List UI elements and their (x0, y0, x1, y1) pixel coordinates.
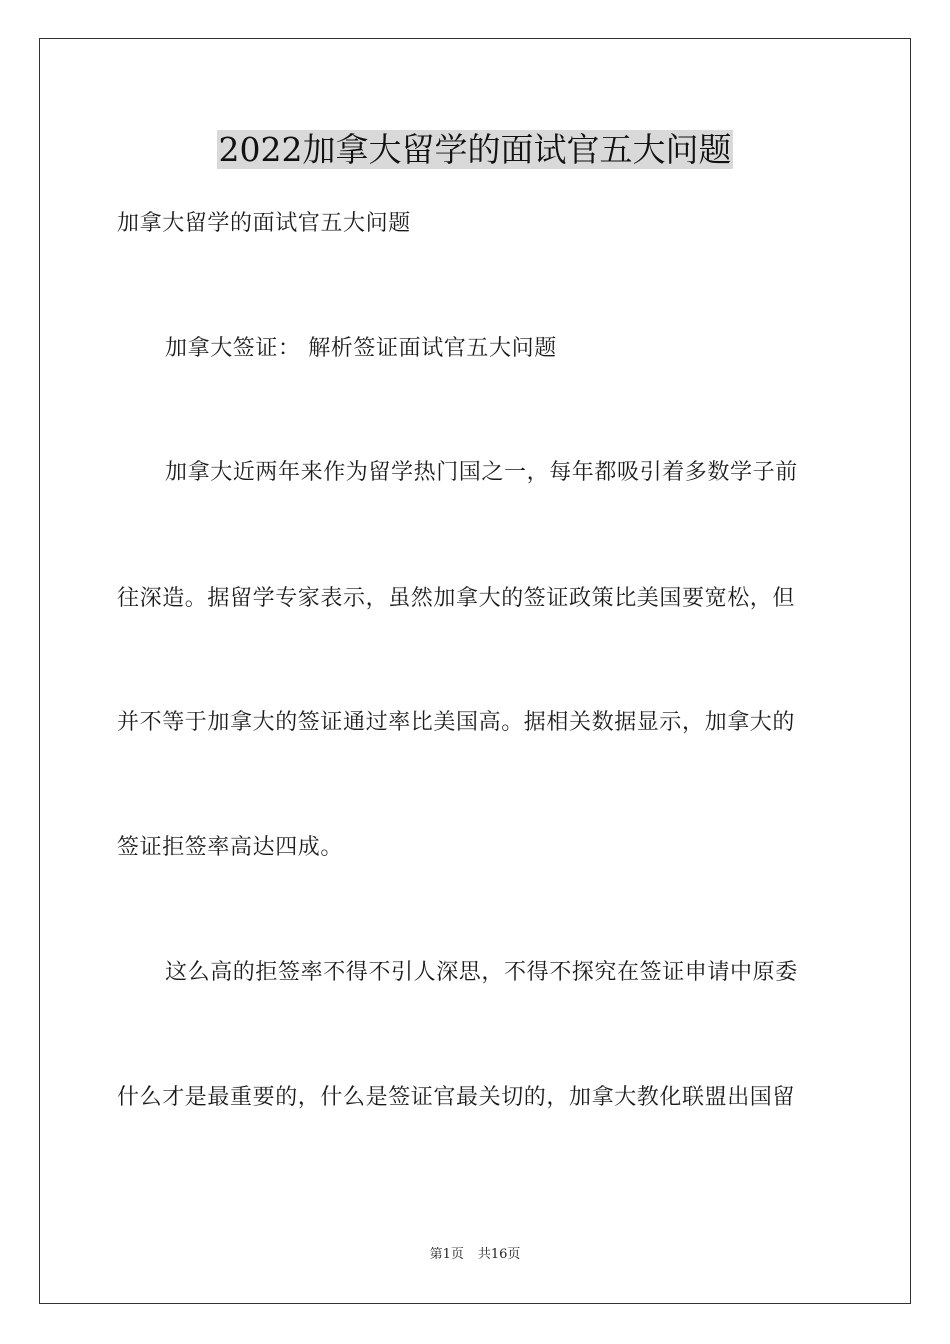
page-footer (0, 1246, 950, 1264)
body-line-4: 往深造。据留学专家表示，虽然加拿大的签证政策比美国要宽松，但 (117, 586, 796, 611)
body-line-7: 这么高的拒签率不得不引人深思，不得不探究在签证申请中原委 (165, 960, 798, 985)
body-line-3: 加拿大近两年来作为留学热门国之一，每年都吸引着多数学子前 (165, 460, 798, 485)
document-title (0, 128, 950, 172)
body-line-8: 什么才是最重要的，什么是签证官最关切的，加拿大教化联盟出国留 (117, 1085, 796, 1110)
body-line-2: 加拿大签证： 解析签证面试官五大问题 (165, 336, 557, 361)
document-title-text: 2022加拿大留学的面试官五大问题 (218, 130, 732, 169)
page-number: 第1页 (429, 1247, 464, 1262)
body-line-5: 并不等于加拿大的签证通过率比美国高。据相关数据显示，加拿大的 (117, 710, 796, 735)
body-line-6: 签证拒签率高达四成。 (117, 835, 344, 860)
body-line-1: 加拿大留学的面试官五大问题 (117, 211, 411, 236)
page-total: 共16页 (477, 1247, 521, 1262)
